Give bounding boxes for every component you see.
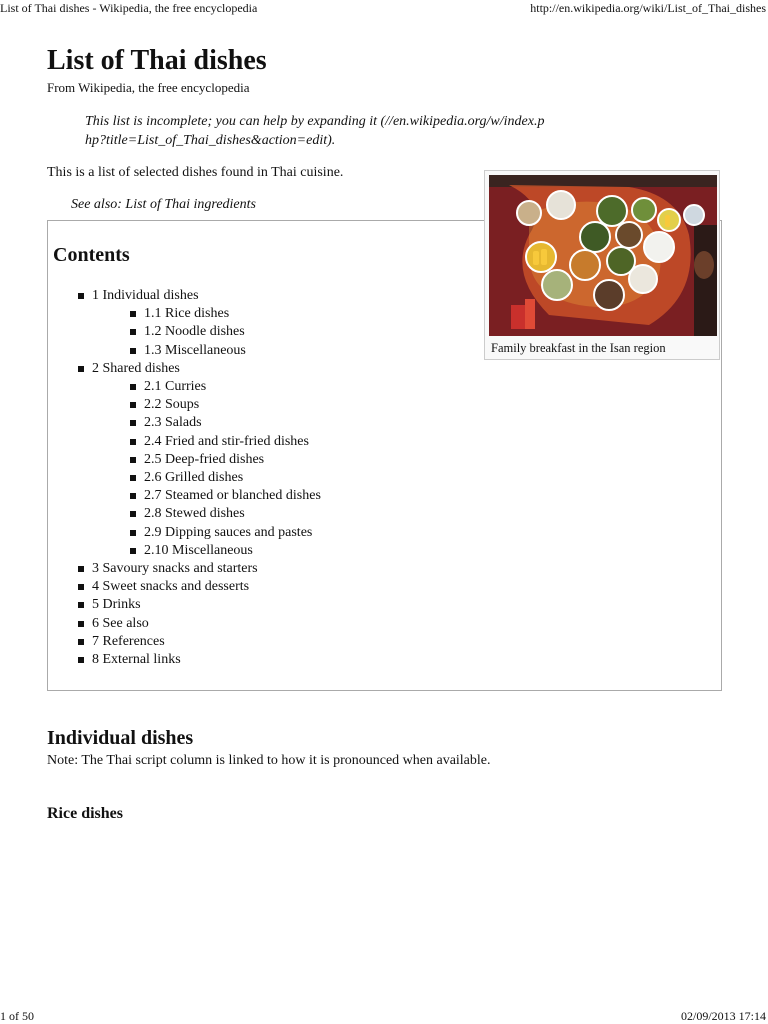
section-heading-rice-dishes: Rice dishes <box>47 805 123 822</box>
thumbnail-figure <box>484 170 720 360</box>
toc-item-label[interactable]: 7 References <box>92 633 165 649</box>
section-heading-individual-dishes: Individual dishes <box>47 726 194 749</box>
toc-item-label[interactable]: 1 Individual dishes <box>92 288 199 303</box>
toc-subitem-label[interactable]: 2.3 Salads <box>144 415 202 431</box>
toc-subitem-label[interactable]: 2.8 Stewed dishes <box>144 506 245 522</box>
toc-item-label[interactable]: 5 Drinks <box>92 597 141 613</box>
toc-item-label[interactable]: 8 External links <box>92 652 181 668</box>
toc-item[interactable] <box>78 596 321 614</box>
toc-subitem-label[interactable]: 1.1 Rice dishes <box>144 306 230 322</box>
toc-subitem-label[interactable]: 2.7 Steamed or blanched dishes <box>144 488 321 504</box>
toc-subitem[interactable] <box>130 378 321 396</box>
toc-item[interactable] <box>78 360 321 560</box>
toc-item-label[interactable]: 4 Sweet snacks and desserts <box>92 579 250 595</box>
print-page-count: 1 of 50 <box>0 1009 34 1023</box>
toc-subitem-label[interactable]: 2.6 Grilled dishes <box>144 470 244 486</box>
intro-paragraph: This is a list of selected dishes found in Thai cuisine. <box>47 165 344 180</box>
toc-subitem[interactable] <box>130 342 321 360</box>
print-datetime: 02/09/2013 17:14 <box>680 1009 766 1023</box>
toc-item[interactable] <box>78 633 321 651</box>
article-content <box>47 44 723 822</box>
toc-subitem-label[interactable]: 2.1 Curries <box>144 379 207 395</box>
incomplete-list-notice <box>85 112 545 150</box>
toc-sublist <box>92 378 321 560</box>
see-also-hatnote[interactable]: See also: List of Thai ingredients <box>71 197 256 212</box>
page-title: List of Thai dishes <box>47 45 267 76</box>
thumbnail-caption: Family breakfast in the Isan region <box>491 341 666 355</box>
toc-subitem-label[interactable]: 1.2 Noodle dishes <box>144 324 245 340</box>
toc-subitem[interactable] <box>130 396 321 414</box>
toc-item[interactable] <box>78 651 321 669</box>
toc-item-label[interactable]: 2 Shared dishes <box>92 360 180 376</box>
toc-subitem-label[interactable]: 2.5 Deep-fried dishes <box>144 451 265 467</box>
toc-subitem[interactable] <box>130 505 321 523</box>
toc-sublist <box>92 305 321 360</box>
print-footer <box>0 1008 768 1024</box>
toc-item[interactable] <box>78 578 321 596</box>
notice-text: This list is incomplete; you can help by expanding it (//en.wikipedia.org/w/index.php?title=List_of_Thai_dishes&action=edit). <box>85 114 545 148</box>
page-subtitle: From Wikipedia, the free encyclopedia <box>47 80 250 95</box>
print-url[interactable]: http://en.wikipedia.org/wiki/List_of_Thai_dishes <box>530 1 766 15</box>
toc-subitem[interactable] <box>130 487 321 505</box>
toc-item[interactable] <box>78 615 321 633</box>
toc-subitem-label[interactable]: 2.2 Soups <box>144 397 200 413</box>
toc-subitem[interactable] <box>130 524 321 542</box>
toc-list <box>78 287 321 669</box>
toc-subitem[interactable] <box>130 542 321 560</box>
toc-title: Contents <box>53 244 130 266</box>
toc-subitem[interactable] <box>130 305 321 323</box>
toc-item[interactable] <box>78 287 321 360</box>
thai-script-note: Note: The Thai script column is linked to how it is pronounced when available. <box>47 753 491 768</box>
toc-subitem[interactable] <box>130 414 321 432</box>
toc-subitem[interactable] <box>130 323 321 341</box>
print-page-title: List of Thai dishes - Wikipedia, the free encyclopedia <box>0 1 258 15</box>
toc-subitem-label[interactable]: 1.3 Miscellaneous <box>144 342 246 358</box>
family-breakfast-image[interactable] <box>489 175 717 336</box>
toc-subitem[interactable] <box>130 469 321 487</box>
toc-item[interactable] <box>78 560 321 578</box>
print-header <box>0 0 768 16</box>
toc-subitem-label[interactable]: 2.4 Fried and stir-fried dishes <box>144 433 309 449</box>
toc-subitem[interactable] <box>130 451 321 469</box>
toc-subitem-label[interactable]: 2.9 Dipping sauces and pastes <box>144 524 313 540</box>
toc-subitem-label[interactable]: 2.10 Miscellaneous <box>144 542 253 558</box>
toc-item-label[interactable]: 3 Savoury snacks and starters <box>92 561 258 577</box>
toc-subitem[interactable] <box>130 433 321 451</box>
toc-item-label[interactable]: 6 See also <box>92 615 149 631</box>
